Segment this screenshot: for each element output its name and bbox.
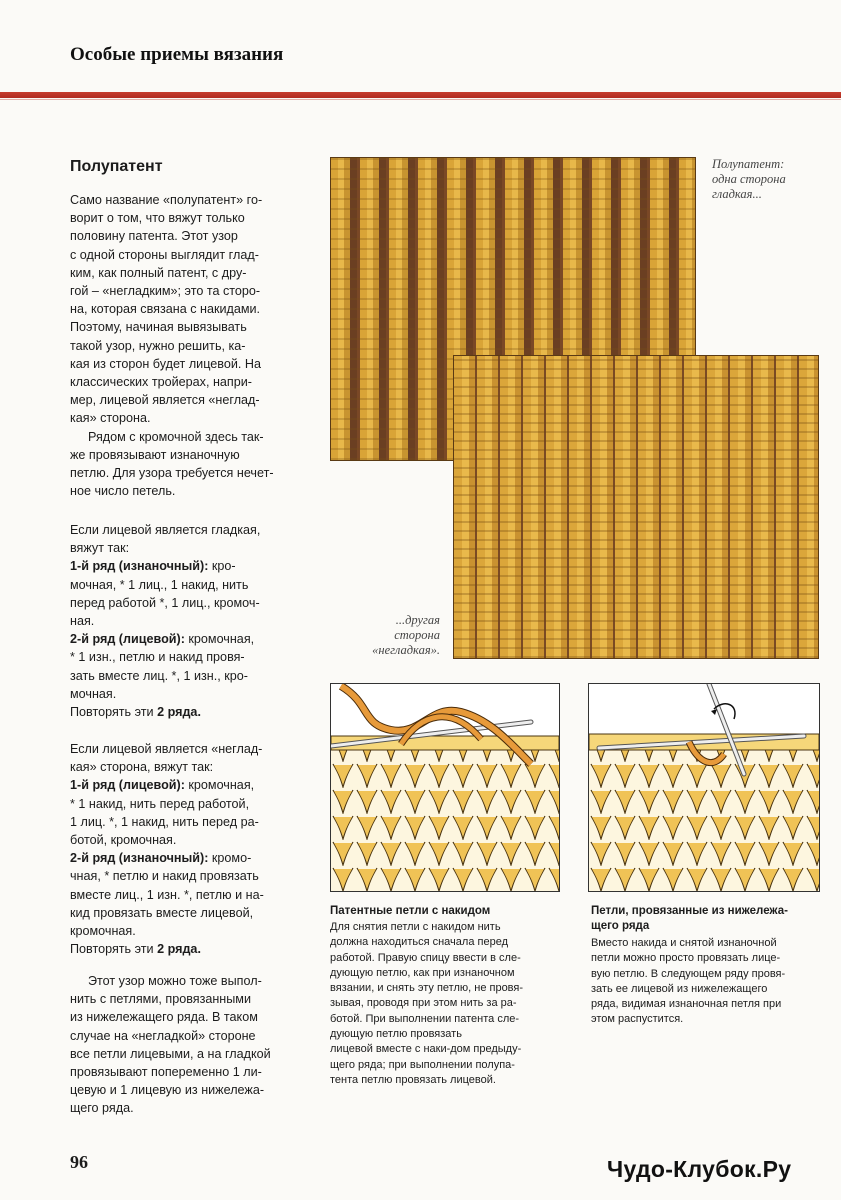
page-header-title: Особые приемы вязания [70, 44, 284, 65]
text-line: гой – «негладким»; это та сторо- [70, 284, 261, 299]
text-line: Если лицевой является гладкая, [70, 523, 261, 537]
diagram-stitch-below [588, 683, 820, 892]
text-line: чная, * петлю и накид провязать [70, 869, 259, 884]
diagram-illustration [589, 684, 819, 891]
text-line: мочная. [70, 686, 117, 701]
text-line: вместе лиц., 1 изн. *, петлю и на- [70, 887, 264, 902]
text-line: кая» сторона, вяжут так: [70, 760, 214, 775]
text-line: * 1 изн., петлю и накид провя- [70, 650, 245, 665]
text-line: вяжут так: [70, 541, 130, 556]
text-line: все петли лицевыми, а на гладкой [70, 1046, 271, 1061]
diagram-illustration [331, 684, 559, 891]
row-label: 2-й ряд (лицевой): [70, 632, 185, 647]
text-line: из нижележащего ряда. В таком [70, 1010, 258, 1025]
text-line: Если лицевой является «неглад- [70, 742, 263, 756]
text-line: цевую и 1 лицевую из нижележа- [70, 1083, 265, 1098]
text-line: кая из сторон будет лицевой. На [70, 356, 261, 371]
text-line: ное число петель. [70, 484, 176, 499]
text-line: зать вместе лиц. *, 1 изн., кро- [70, 668, 248, 683]
final-paragraph [70, 972, 310, 1118]
text-line: перед работой *, 1 лиц., кромоч- [70, 595, 260, 610]
text-line: ворит о том, что вяжут только [70, 211, 245, 226]
site-watermark: Чудо-Клубок.Ру [607, 1156, 792, 1182]
text-line: мочная, * 1 лиц., 1 накид, нить [70, 577, 249, 592]
row-1-line: 1-й ряд (изнаночный): кро- [70, 559, 236, 574]
section-title: Полупатент [70, 158, 163, 175]
row-2-line: 2-й ряд (лицевой): кромочная, [70, 632, 255, 647]
diagram1-title: Патентные петли с накидом [330, 905, 491, 917]
text-line: Этот узор можно тоже выпол- [88, 974, 262, 988]
intro-paragraph [70, 191, 310, 500]
diagram2-description: Вместо накида и снятой изнаночной петли можно просто провязать лице- вую петлю. В следующем ряду провя- зать ее лицевой из нижележащего ряда, видимая изнаночная петля при этом распустится. [591, 937, 786, 1026]
text-line: случае на «негладкой» стороне [70, 1028, 256, 1043]
header-rule-shadow [0, 99, 841, 100]
photo-caption-rough: ...другая сторона «негладкая». [372, 613, 440, 657]
row-1-line: 1-й ряд (лицевой): кромочная, [70, 778, 255, 793]
text-line: ная. [70, 614, 95, 629]
diagram2-title: Петли, провязанные из нижележа- щего ряда [591, 905, 788, 932]
text-line: Поэтому, начиная вывязывать [70, 320, 247, 335]
text-line: щего ряда. [70, 1101, 134, 1116]
text-line: Само название «полупатент» го- [70, 193, 263, 207]
text-line: 1 лиц. *, 1 накид, нить перед ра- [70, 814, 259, 829]
text-line: же провязывают изнаночную [70, 447, 240, 462]
text-line: на, которая связана с накидами. [70, 302, 261, 317]
photo-caption-smooth: Полупатент: одна сторона гладкая... [712, 157, 786, 201]
smooth-side-instructions [70, 521, 310, 721]
text-line: нить с петлями, провязанными [70, 992, 251, 1007]
text-line: Рядом с кромочной здесь так- [88, 429, 264, 444]
row-label: 1-й ряд (лицевой): [70, 778, 185, 793]
diagram-patent-stitch [330, 683, 560, 892]
knit-photo-rough-side [453, 355, 819, 659]
text-line: провязывают попеременно 1 ли- [70, 1065, 262, 1080]
text-line: ким, как полный патент, с дру- [70, 265, 247, 280]
rough-side-instructions [70, 740, 310, 958]
row-2-line: 2-й ряд (изнаночный): кромо- [70, 851, 252, 866]
text-line: такой узор, нужно решить, ка- [70, 338, 246, 353]
text-line: кромочная. [70, 924, 136, 939]
repeat-line: Повторять эти 2 ряда. [70, 942, 201, 957]
diagram1-description: Для снятия петли с накидом нить должна находиться сначала перед работой. Правую спицу ввести в сле- дующую петлю, как при изнаночном вязании, и снять эту петлю, не провя- зывая, проводя при этом нить за ра- ботой. При выполнении патента сле- дующую петлю провязать лицевой вместе с наки-дом предыду- щего ряда; при выполнении полупа- тента петлю провязать лицевой. [330, 921, 524, 1086]
text-line: половину патента. Этот узор [70, 229, 238, 244]
text-line: петлю. Для узора требуется нечет- [70, 466, 274, 481]
text-line: * 1 накид, нить перед работой, [70, 796, 250, 811]
header-red-rule [0, 92, 841, 98]
text-line: кид провязать вместе лицевой, [70, 905, 254, 920]
text-line: кая» сторона. [70, 411, 151, 426]
text-line: с одной стороны выглядит глад- [70, 247, 259, 262]
row-label: 2-й ряд (изнаночный): [70, 851, 209, 866]
text-line: мер, лицевой является «неглад- [70, 393, 260, 408]
text-line: классических тройерах, напри- [70, 375, 252, 390]
row-label: 1-й ряд (изнаночный): [70, 559, 209, 574]
text-line: ботой, кромочная. [70, 833, 177, 848]
page-number: 96 [70, 1152, 88, 1172]
repeat-line: Повторять эти 2 ряда. [70, 705, 201, 720]
